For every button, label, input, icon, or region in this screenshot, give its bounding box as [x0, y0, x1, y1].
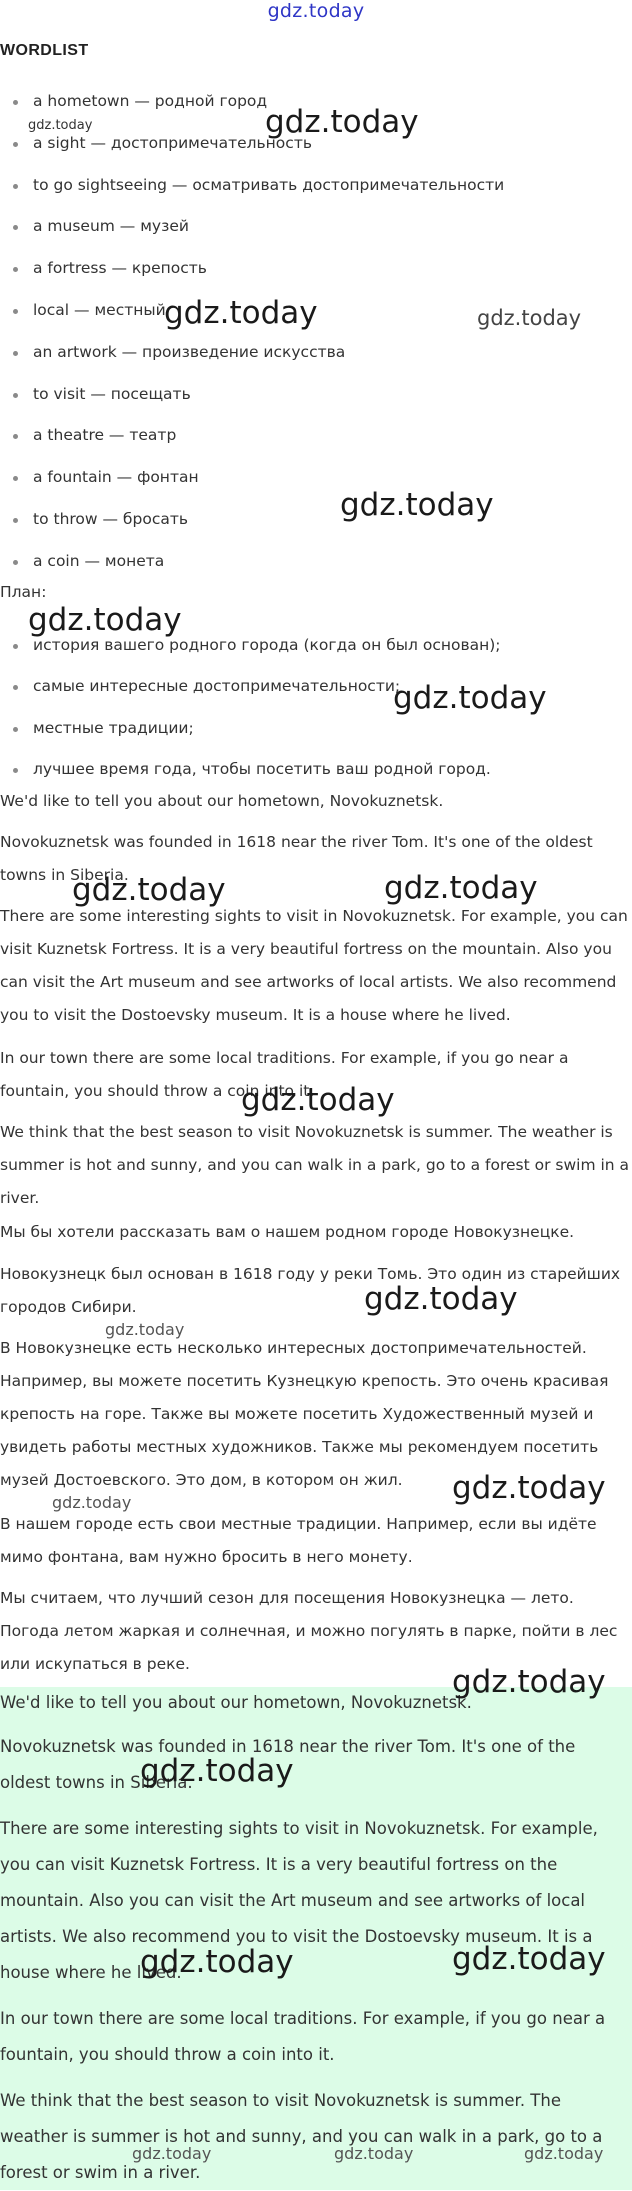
- watermark-logo: gdz.today: [140, 1944, 294, 1980]
- wordlist-heading: WORDLIST: [0, 42, 89, 59]
- list-item: to throw — бросать: [0, 504, 504, 546]
- list-item: a theatre — театр: [0, 420, 504, 462]
- watermark-logo: gdz.today: [132, 2144, 212, 2163]
- watermark-logo: gdz.today: [52, 1493, 132, 1512]
- site-logo[interactable]: gdz.today: [267, 0, 365, 22]
- watermark-logo: gdz.today: [384, 870, 538, 906]
- answer-paragraph: We think that the best season to visit Novokuznetsk is summer. The weather is summer is hot and sunny, and you can walk in a park, go to a forest or swim in a river.: [0, 2091, 603, 2182]
- essay-ru-paragraph: Мы бы хотели рассказать вам о нашем родном городе Новокузнецке.: [0, 1223, 575, 1241]
- list-item: to go sightseeing — осматривать достопримечательности: [0, 170, 504, 212]
- answer-paragraph: There are some interesting sights to visit in Novokuznetsk. For example, you can visit Kuznetsk Fortress. It is a very beautiful fortress on the mountain. Also you can visit the Art museum and see artworks of local artists. We also recommend you to visit the Dostoevsky museum. It is a house where he lived.: [0, 1819, 598, 1982]
- watermark-logo: gdz.today: [140, 1753, 294, 1789]
- essay-en-paragraph: We think that the best season to visit Novokuznetsk is summer. The weather is summer is hot and sunny, and you can walk in a park, go to a forest or swim in a river.: [0, 1123, 630, 1207]
- watermark-logo: gdz.today: [452, 1470, 606, 1506]
- watermark-logo: gdz.today: [28, 602, 182, 638]
- watermark-logo: gdz.today: [241, 1082, 395, 1118]
- watermark-logo: gdz.today: [452, 1664, 606, 1700]
- list-item: a museum — музей: [0, 211, 504, 253]
- plan-label: План:: [0, 583, 47, 601]
- watermark-logo: gdz.today: [393, 680, 547, 716]
- list-item: a fountain — фонтан: [0, 462, 504, 504]
- list-item: a hometown — родной город: [0, 86, 504, 128]
- watermark-logo: gdz.today: [340, 487, 494, 523]
- list-item: a fortress — крепость: [0, 253, 504, 295]
- watermark-logo: gdz.today: [452, 1941, 606, 1977]
- list-item: местные традиции;: [0, 713, 501, 754]
- list-item: to visit — посещать: [0, 379, 504, 421]
- essay-en-paragraph: There are some interesting sights to visit in Novokuznetsk. For example, you can visit Kuznetsk Fortress. It is a very beautiful fortress on the mountain. Also you can visit the Art museum and see artworks of local artists. We also recommend you to visit the Dostoevsky museum. It is a house where he lived.: [0, 907, 628, 1024]
- watermark-logo: gdz.today: [334, 2144, 414, 2163]
- wordlist: [0, 86, 504, 588]
- list-item: local — местный: [0, 295, 504, 337]
- answer-paragraph: In our town there are some local traditions. For example, if you go near a fountain, you should throw a coin into it.: [0, 2009, 606, 2064]
- answer-box: [0, 1687, 632, 2190]
- list-item: a coin — монета: [0, 546, 504, 588]
- watermark-logo: gdz.today: [72, 872, 226, 908]
- watermark-logo: gdz.today: [364, 1281, 518, 1317]
- list-item: история вашего родного города (когда он был основан);: [0, 630, 501, 671]
- essay-en-paragraph: In our town there are some local traditions. For example, if you go near a fountain, you should throw a coin into it.: [0, 1049, 569, 1100]
- list-item: a sight — достопримечательность: [0, 128, 504, 170]
- plan-list: [0, 630, 501, 795]
- essay-ru-paragraph: В Новокузнецке есть несколько интересных достопримечательностей. Например, вы можете посетить Кузнецкую крепость. Это очень красивая крепость на горе. Также вы можете посетить Художественный музей и увидеть работы местных художников. Также мы рекомендуем посетить музей Достоевского. Это дом, в котором он жил.: [0, 1339, 609, 1489]
- essay-ru-paragraph: В нашем городе есть свои местные традиции. Например, если вы идёте мимо фонтана, вам нужно бросить в него монету.: [0, 1515, 597, 1566]
- watermark-logo: gdz.today: [164, 295, 318, 331]
- watermark-logo: gdz.today: [477, 306, 582, 330]
- answer-paragraph: Novokuznetsk was founded in 1618 near the river Tom. It's one of the oldest towns in Siberia.: [0, 1737, 576, 1792]
- list-item: an artwork — произведение искусства: [0, 337, 504, 379]
- essay-en-paragraph: Novokuznetsk was founded in 1618 near the river Tom. It's one of the oldest towns in Siberia.: [0, 833, 593, 884]
- essay-ru-paragraph: Новокузнецк был основан в 1618 году у реки Томь. Это один из старейших городов Сибири.: [0, 1265, 621, 1316]
- watermark-logo: gdz.today: [524, 2144, 604, 2163]
- watermark-logo: gdz.today: [265, 104, 419, 140]
- list-item: лучшее время года, чтобы посетить ваш родной город.: [0, 754, 501, 795]
- essay-ru-paragraph: Мы считаем, что лучший сезон для посещения Новокузнецка — лето. Погода летом жаркая и солнечная, и можно погулять в парке, пойти в лес или искупаться в реке.: [0, 1589, 618, 1673]
- essay-en-paragraph: We'd like to tell you about our hometown, Novokuznetsk.: [0, 792, 444, 810]
- watermark-logo: gdz.today: [105, 1320, 185, 1339]
- answer-paragraph: We'd like to tell you about our hometown, Novokuznetsk.: [0, 1693, 472, 1712]
- watermark-logo: gdz.today: [28, 118, 93, 133]
- list-item: самые интересные достопримечательности;: [0, 671, 501, 712]
